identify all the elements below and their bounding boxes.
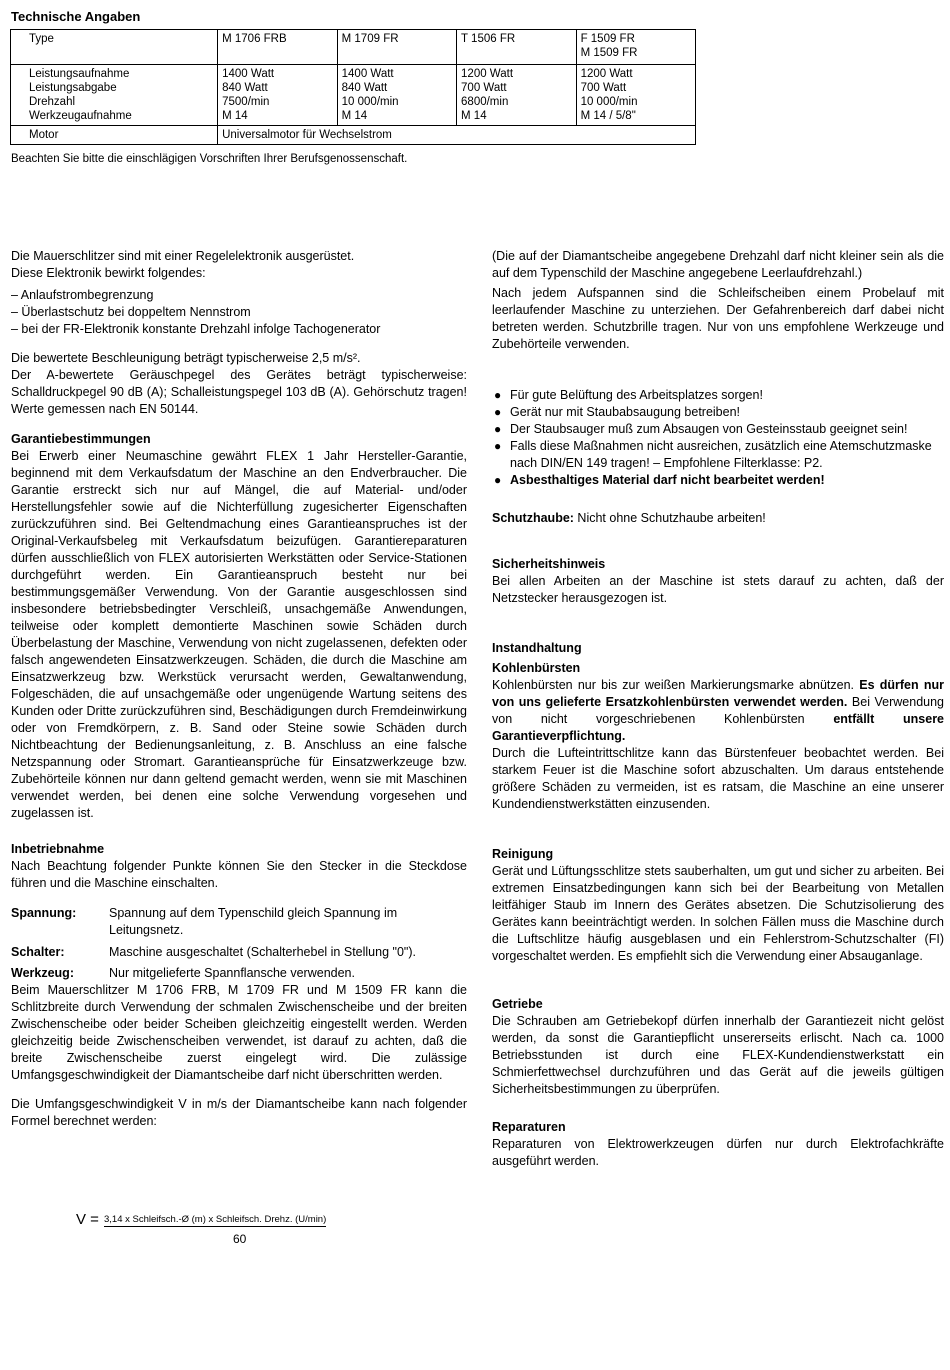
list-item: ● Asbesthaltiges Material darf nicht bearbeitet werden! [494, 473, 825, 487]
intro-line-2: Diese Elektronik bewirkt folgendes: [11, 266, 206, 280]
motor-label: Motor [11, 126, 218, 145]
bullet-icon: ● [494, 388, 502, 402]
values-model-4 [576, 65, 695, 126]
value: 840 Watt [222, 82, 268, 94]
value: M 14 / 5/8" [580, 110, 636, 122]
model-2: M 1709 FR [337, 30, 456, 65]
value: 1400 Watt [222, 68, 275, 80]
list-item: ● Falls diese Maßnahmen nicht ausreichen, zusätzlich eine Atemschutzmaske nach DIN/EN 149 tragen! – Empfohlene Filterklasse: P2. [494, 439, 932, 470]
getriebe-text: Die Schrauben am Getriebekopf dürfen innerhalb der Garantiezeit nicht gelöst werden, da sonst die Garantiepflicht unsererseits erlischt. Nach ca. 1000 Betriebsstunden ist durch eine FLEX-Kundendienstwerkstatt ein Schmierfettwechsel durchzuführen und das Gerät auf die jeweils gültigen Sicherheitsbestimmungen zu überprüfen. [492, 1014, 944, 1096]
inbetriebnahme-heading: Inbetriebnahme [11, 842, 105, 856]
garantie-text: Bei Erwerb einer Neumaschine gewährt FLEX 1 Jahr Hersteller-Garantie, beginnend mit dem Verkaufsdatum der Maschine an den Endverbraucher. Die Garantie erstreckt sich nur auf Mängel, die auf Material- und/oder Herstellungsfehler sowie auf die Nichterfüllung zugesicherter Eigenschaften zurückzuführen sind. Bei Geltendmachung eines Garantieanspruches ist der Original-Verkaufsbeleg mit Verkaufsdatum beizufügen. Garantiereparaturen dürfen ausschließlich von FLEX autorisierten Werkstätten oder Service-Stationen durchgeführt werden. Ein Garantieanspruch besteht nur bei bestimmungsgemäßer Verwendung. Von der Garantie ausgeschlossen sind insbesondere betriebsbedingter Verschleiß, unsachgemäße Anwendungen, teilweise oder komplett demontierte Maschinen sowie Schäden durch Überbelastung der Maschine, Verwendung von nicht zugelassenen, defekten oder falsch angewendeten Einsatzwerkzeugen. Schäden, die durch die Maschine am Einsatzwerkzeug bzw. Werkstück verursacht werden, Gewaltanwendung, Folgeschäden, die auf unsachgemäße oder ungenügende Wartung seitens des Kunden oder Dritte zurückzuführen sind, Beschädigungen durch Fremdeinwirkung oder von Fremdkörpern, z. B. Sand oder Steine sowie Schäden durch Nichtbeachtung der Bedienungsanleitung, z. B. Anschluss an eine falsche Netzspannung oder Stromart. Garantieansprüche für Einsatzwerkzeuge bzw. Zubehörteile können nur dann geltend gemacht werden, wenn sie mit Maschinen verwendet werden, bei denen eine solche Verwendung vorgesehen und zugelassen ist. [11, 449, 467, 820]
value: M 14 [341, 110, 368, 122]
bullet-icon: ● [494, 439, 502, 453]
label-leistungsaufnahme: Leistungsaufnahme [29, 68, 130, 80]
reparaturen-text: Reparaturen von Elektrowerkzeugen dürfen nur durch Elektrofachkräfte ausgeführt werden. [492, 1137, 944, 1168]
formula-intro: Die Umfangsgeschwindigkeit V in m/s der Diamantscheibe kann nach folgender Formel berechnet werden: [11, 1097, 467, 1128]
list-item: – Überlastschutz bei doppeltem Nennstrom [11, 305, 251, 319]
spannung-item [11, 905, 467, 939]
reparaturen-heading: Reparaturen [492, 1120, 566, 1134]
value: M 14 [222, 110, 248, 122]
drehzahl-note: (Die auf der Diamantscheibe angegebene Drehzahl darf nicht kleiner sein als die auf dem Typenschild der Maschine angegebene Leerlaufdrehzahl.) [492, 249, 944, 280]
getriebe-heading: Getriebe [492, 997, 543, 1011]
aufspannen-text: Nach jedem Aufspannen sind die Schleifscheiben einem Probelauf mit leerlaufender Maschine zu unterziehen. Der Gefahrenbereich darf dabei nicht betreten werden. Schutzbrille tragen. Nur von uns empfohlene Werkzeuge und Zubehörteile verwenden. [492, 286, 944, 351]
label-leistungsabgabe: Leistungsabgabe [29, 82, 117, 94]
bullet-icon: ● [494, 473, 502, 487]
list-item: – Anlaufstrombegrenzung [11, 288, 154, 302]
value: 700 Watt [580, 82, 627, 94]
motor-row [11, 126, 696, 145]
value: 10 000/min [341, 96, 399, 108]
formula-v: V = [76, 1211, 99, 1228]
type-label: Type [11, 30, 218, 65]
inbetriebnahme-text: Nach Beachtung folgender Punkte können Sie den Stecker in die Steckdose führen und die Maschine einschalten. [11, 859, 467, 890]
garantie-heading: Garantiebestimmungen [11, 432, 151, 446]
model-4: F 1509 FR M 1509 FR [576, 30, 695, 65]
werkzeug-text: Beim Mauerschlitzer M 1706 FRB, M 1709 FR und M 1509 FR kann die Schlitzbreite durch Verwendung der schmalen Zwischenscheibe und der breiten Zwischenscheibe oder beider Scheiben gleichzeitig eingestellt werden. Werden gleichzeitig beide Zwischenscheiben verwendet, ist darauf zu achten, daß die breite Zwischenscheibe zuerst eingelegt wird. Die zulässige Umfangsgeschwindigkeit der Diamantscheibe darf nicht überschritten werden. [11, 983, 467, 1082]
noise-text: Der A-bewertete Geräuschpegel des Gerätes beträgt typischerweise: Schalldruckpegel 90 dB (A); Schalleistungspegel 103 dB (A). Gehörschutz tragen! Werte gemessen nach EN 50144. [11, 368, 467, 416]
list-item: – bei der FR-Elektronik konstante Drehzahl infolge Tachogenerator [11, 322, 381, 336]
spec-values-row [11, 65, 696, 126]
schalter-item [11, 944, 467, 961]
list-item: ● Der Staubsauger muß zum Absaugen von Gesteinsstaub geeignet sein! [494, 422, 908, 436]
reinigung-text: Gerät und Lüftungsschlitze stets sauberhalten, um gut und sicher zu arbeiten. Bei extremen Einsatzbedingungen kann sich bei der Bearbeitung von Metallen leitfähiger Staub im Innern des Gerätes absetzen. Die Schutzisolierung des Gerätes kann beeinträchtigt werden. In solchen Fällen muss die Maschine durch die Luftschlitze häufig ausgeblasen und ein Fehlerstrom-Schutzschalter (FI) vorgeschaltet werden. Es empfiehlt sich die Verwendung einer Absauganlage. [492, 864, 944, 963]
right-column [492, 248, 944, 1170]
buerstenfeuer-text: Durch die Lufteintrittschlitze kann das Bürstenfeuer beobachtet werden. Bei starkem Feuer ist die Maschine sofort abzuschalten. Um daraus entstehende größere Schäden zu vermeiden, ist es ratsam, die Maschine an eine unserer Kundendienstwerkstätten einzusenden. [492, 746, 944, 811]
list-item: ● Für gute Belüftung des Arbeitsplatzes sorgen! [494, 388, 763, 402]
value: 1400 Watt [341, 68, 394, 80]
spec-table [10, 29, 696, 145]
spec-header-row [11, 30, 696, 65]
safety-list [492, 387, 944, 489]
values-model-3 [457, 65, 577, 126]
bullet-icon: ● [494, 405, 502, 419]
bullet-icon: ● [494, 422, 502, 436]
model-1: M 1706 FRB [218, 30, 338, 65]
instandhaltung-heading: Instandhaltung [492, 641, 582, 655]
label-werkzeugaufnahme: Werkzeugaufnahme [29, 110, 132, 122]
page-number: 60 [233, 1232, 247, 1246]
values-model-1 [218, 65, 338, 126]
list-item: ● Gerät nur mit Staubabsaugung betreiben! [494, 405, 741, 419]
schutzhaube-term: Schutzhaube: [492, 511, 574, 525]
werkzeug-def: Nur mitgelieferte Spannflansche verwenden. [109, 966, 355, 980]
values-model-2 [337, 65, 456, 126]
kohlenbuersten-heading: Kohlenbürsten [492, 661, 581, 675]
model-3: T 1506 FR [457, 30, 577, 65]
value: 10 000/min [580, 96, 638, 108]
reinigung-heading: Reinigung [492, 847, 554, 861]
sicherheit-heading: Sicherheitshinweis [492, 557, 606, 571]
value: 7500/min [222, 96, 270, 108]
spannung-def: Spannung auf dem Typenschild gleich Spannung im Leitungsnetz. [109, 906, 398, 937]
label-drehzahl: Drehzahl [29, 96, 76, 108]
schutzhaube-text: Schutzhaube: Nicht ohne Schutzhaube arbeiten! [492, 511, 766, 525]
value: M 14 [461, 110, 487, 122]
werkzeug-term: Werkzeug: [11, 966, 74, 980]
value: 1200 Watt [580, 68, 633, 80]
effects-list [11, 287, 467, 338]
value: 700 Watt [461, 82, 507, 94]
intro-line-1: Die Mauerschlitzer sind mit einer Regelelektronik ausgerüstet. [11, 249, 355, 263]
motor-value: Universalmotor für Wechselstrom [218, 126, 696, 145]
acceleration-text: Die bewertete Beschleunigung beträgt typischerweise 2,5 m/s². [11, 351, 361, 365]
spec-title: Technische Angaben [11, 9, 141, 24]
schalter-term: Schalter: [11, 945, 65, 959]
kohlenbuersten-text: Kohlenbürsten nur bis zur weißen Markierungsmarke abnützen. Es dürfen nur von uns gelieferte Ersatzkohlenbürsten verwendet werden. Bei Verwendung von nicht vorgeschriebenen Kohlenbürsten entfällt unsere Garantieverpflichtung. [492, 678, 945, 743]
value: 6800/min [461, 96, 509, 108]
schalter-def: Maschine ausgeschaltet (Schalterhebel in Stellung "0"). [109, 945, 416, 959]
sicherheit-text: Bei allen Arbeiten an der Maschine ist stets darauf zu achten, daß der Netzstecker herausgezogen ist. [492, 574, 944, 605]
value: 1200 Watt [461, 68, 514, 80]
left-column [11, 248, 467, 1130]
formula-expression: 3,14 x Schleifsch.-Ø (m) x Schleifsch. Drehz. (U/min) [104, 1214, 327, 1225]
row-labels [11, 65, 218, 126]
werkzeug-item [11, 965, 467, 982]
spannung-term: Spannung: [11, 906, 77, 920]
value: 840 Watt [341, 82, 388, 94]
spec-note: Beachten Sie bitte die einschlägigen Vorschriften Ihrer Berufsgenossenschaft. [11, 153, 408, 165]
